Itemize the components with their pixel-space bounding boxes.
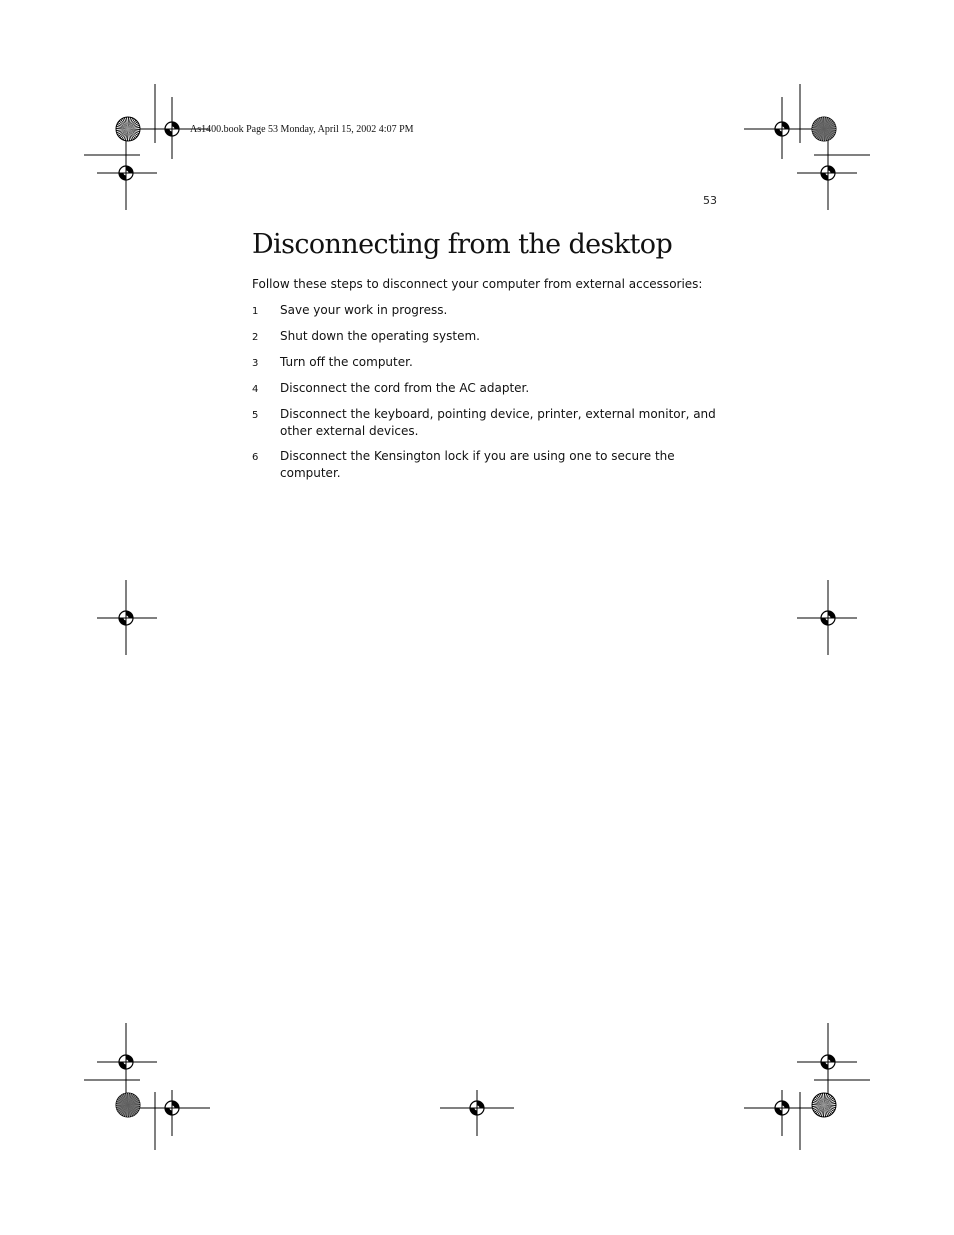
star-target-icon	[116, 117, 140, 141]
slug-line: As1400.book Page 53 Monday, April 15, 2002 4:07 PM	[190, 124, 414, 135]
step-number: 6	[252, 452, 259, 463]
step-number: 1	[252, 306, 259, 317]
registration-mark-icon	[112, 1048, 140, 1076]
step-text: Disconnect the Kensington lock if you are using one to secure the computer.	[280, 449, 675, 480]
step-number: 5	[252, 410, 259, 421]
registration-mark-icon	[112, 159, 140, 187]
step-number: 4	[252, 384, 259, 395]
step-text: Turn off the computer.	[280, 355, 413, 369]
list-item	[252, 328, 722, 346]
star-target-icon	[812, 117, 836, 141]
step-text: Disconnect the keyboard, pointing device, printer, external monitor, and other external devices.	[280, 407, 716, 438]
registration-mark-icon	[814, 159, 842, 187]
step-text: Disconnect the cord from the AC adapter.	[280, 381, 530, 395]
list-item	[252, 380, 722, 398]
registration-mark-icon	[158, 1094, 186, 1122]
registration-mark-icon	[112, 604, 140, 632]
page-title: Disconnecting from the desktop	[252, 229, 673, 260]
registration-mark-icon	[768, 115, 796, 143]
list-item	[252, 354, 722, 372]
step-text: Save your work in progress.	[280, 303, 448, 317]
step-text: Shut down the operating system.	[280, 329, 480, 343]
registration-mark-icon	[158, 115, 186, 143]
registration-mark-icon	[814, 1048, 842, 1076]
intro-paragraph: Follow these steps to disconnect your computer from external accessories:	[252, 277, 703, 291]
star-target-icon	[116, 1093, 140, 1117]
steps-list	[252, 302, 722, 490]
list-item	[252, 302, 722, 320]
registration-mark-icon	[768, 1094, 796, 1122]
list-item	[252, 448, 722, 482]
star-target-icon	[812, 1093, 836, 1117]
step-number: 3	[252, 358, 259, 369]
registration-mark-icon	[463, 1094, 491, 1122]
list-item	[252, 406, 722, 440]
step-number: 2	[252, 332, 259, 343]
registration-mark-icon	[814, 604, 842, 632]
page-number: 53	[703, 194, 717, 207]
